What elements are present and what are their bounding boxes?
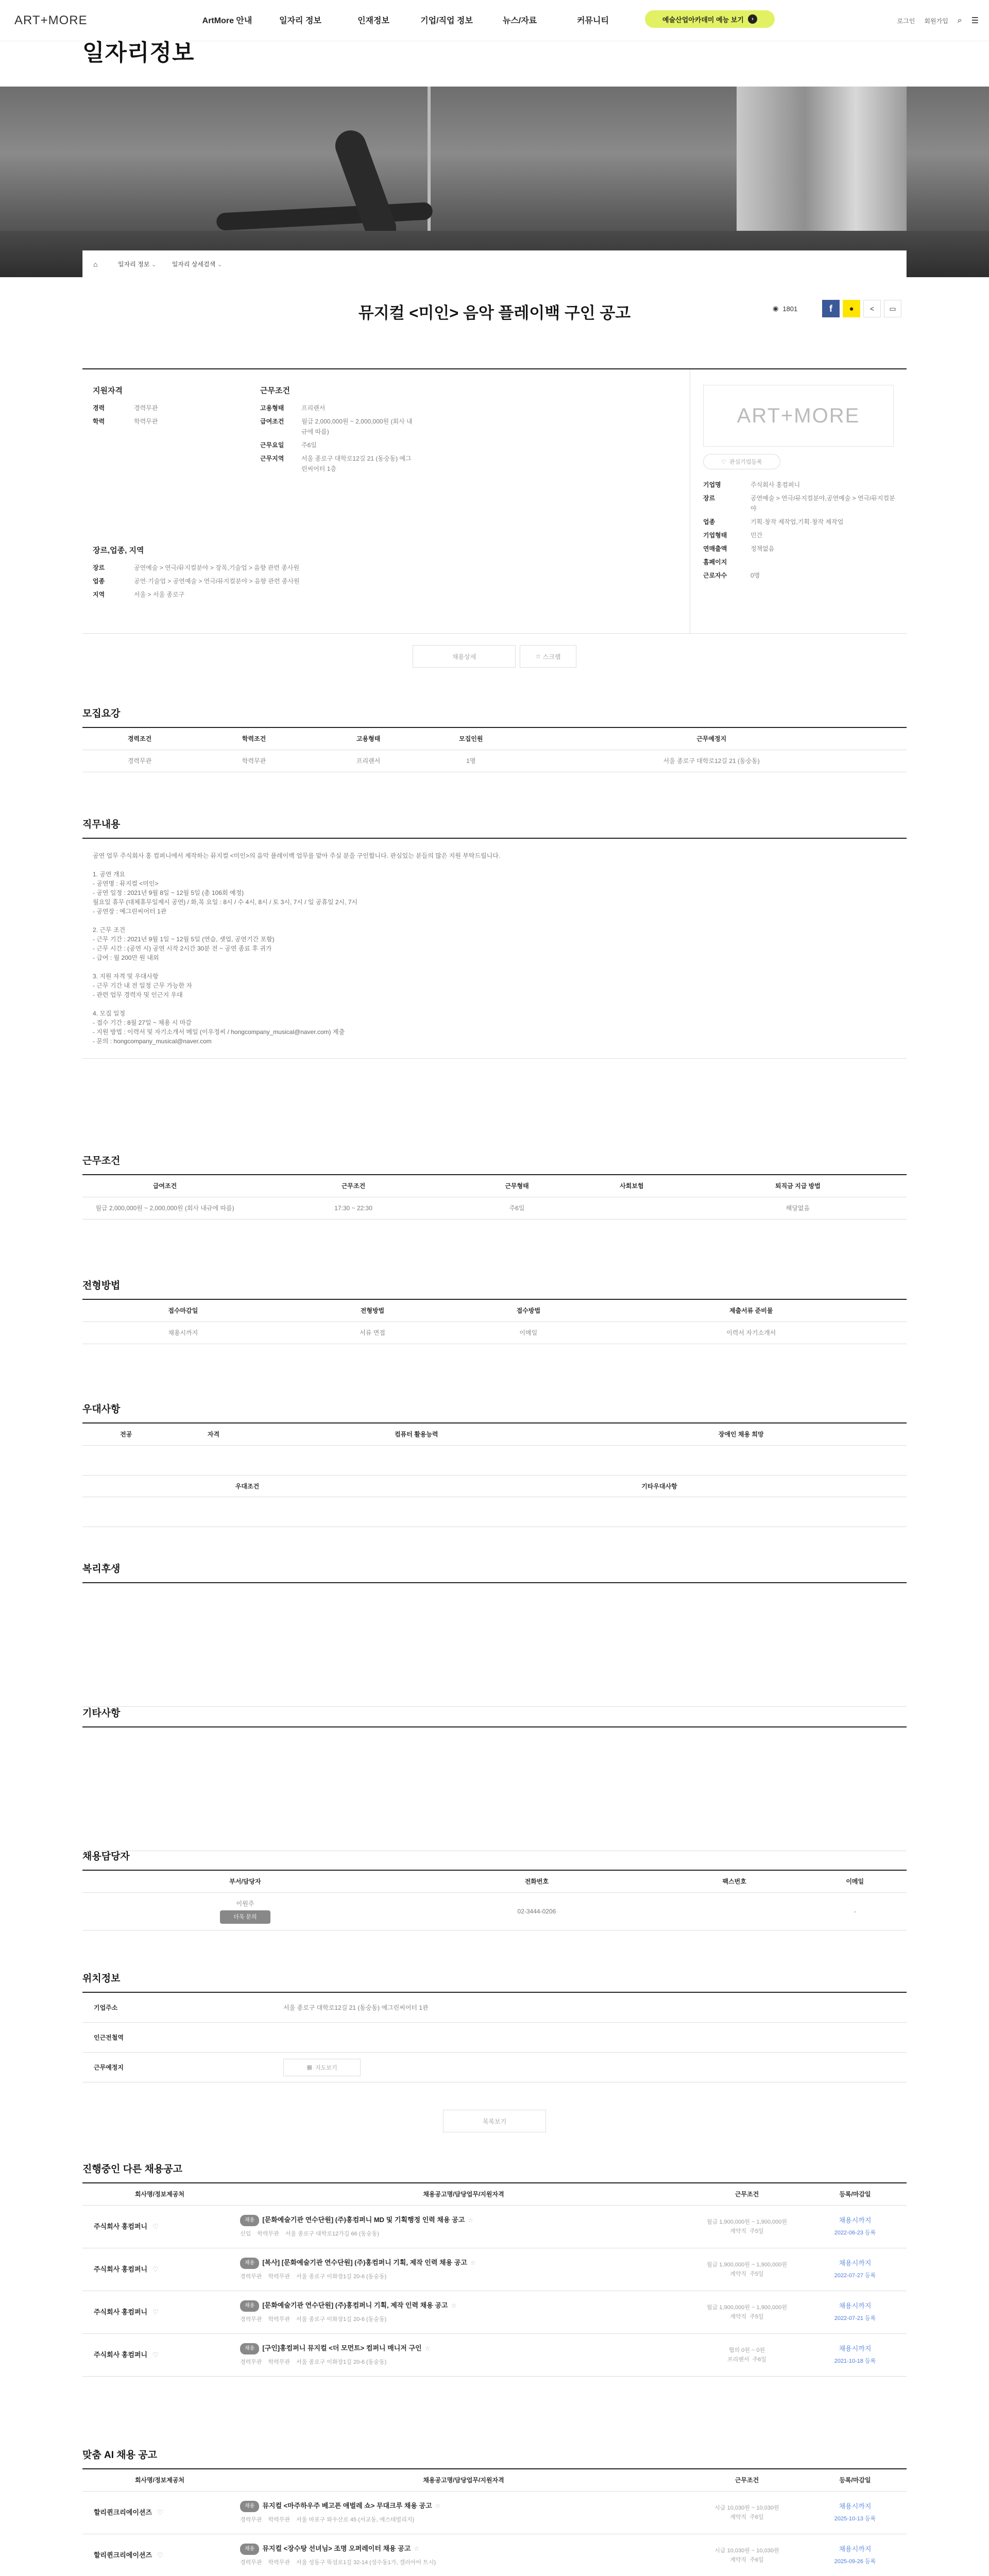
star-icon: ☆ bbox=[535, 653, 541, 660]
job-link[interactable]: [문화예술기관 연수단원] (주)홍컴퍼니 기획, 제작 인력 채용 공고 bbox=[262, 2301, 448, 2309]
map-view-button[interactable]: ▦ 지도보기 bbox=[283, 2059, 361, 2076]
table-row: 이원주 더욱 문의 02-3444-0206 - bbox=[82, 1892, 907, 1930]
share-tools bbox=[773, 300, 901, 317]
login-link[interactable]: 로그인 bbox=[897, 17, 915, 25]
job-tag: 채용 bbox=[240, 2300, 259, 2312]
star-icon[interactable]: ☆ bbox=[414, 2545, 420, 2552]
job-days: 주5일 bbox=[749, 2270, 764, 2277]
contact-more-button[interactable]: 더욱 문의 bbox=[220, 1910, 270, 1924]
duty-section: 직무내용 공연 업무 주식회사 홍 컴퍼니에서 제작하는 뮤지컬 <미인>의 음악 플레이백 업무를 맡아 주실 분을 구인합니다. 관심있는 분들의 많은 지원 부탁드립니다. 1. 공연 개요 - 공연명 : 뮤지컬 <미인> - 공연 일정 : 2021년 9월 8일 ~ 12월 5일 (총 106회 예정) 월요일 휴무 (대체휴무일제시 공연) / 화,목 요일 : 8시 / 수 4시, 8시 / 토 3시, 7시 / 일 공휴일 2시, 7시 - 공연장 : 예그린씨어터 1관 2. 근무 조건 - 근무 기간 : 2021년 9월 1일 ~ 12월 5일 (연습, 셋업, 공연기간 포함) - 근무 시간 : (공연 시) 공연 시작 2시간 30분 전 ~ 공연 종료 후 귀가 - 급여 : 월 200만 원 내외 3. 지원 자격 및 우대사항 - 근무 기간 내 전 일정 근무 가능한 자 - 관련 업무 경력자 및 인근지 우대 4. 모집 일정 - 접수 기간 : 8월 27일 ~ 채용 시 마감 - 지원 방법 : 이력서 및 자기소개서 메일 (이우정씨 / hongcompany_musical@naver.com) 제출 - 문의 : hongcompany_musical@naver.com bbox=[82, 817, 907, 1059]
utility-nav bbox=[897, 15, 979, 26]
recruit-table: 경력조건 학력조건 고용형태 모집인원 근무예정지 경력무관 학력무관 프리랜서 1명 서울 종로구 대학로12길 21 (동숭동) bbox=[82, 728, 907, 772]
job-list-row[interactable] bbox=[82, 2205, 907, 2248]
table-row: 채용시까지 서류 면접 이메일 이력서 자기소개서 bbox=[82, 1321, 907, 1344]
academy-label: 예술산업아카데미 예능 보기 bbox=[662, 15, 744, 24]
process-section: 전형방법 접수마감일 전형방법 접수방법 제출서류 준비물 채용시까지 서류 면접 이메일 이력서 자기소개서 bbox=[82, 1278, 907, 1344]
job-type: 계약직 bbox=[730, 2270, 747, 2277]
job-date: 2025-10-13 등록 bbox=[834, 2515, 876, 2522]
contact-name: 이원주 bbox=[236, 1900, 254, 1907]
job-list-row[interactable] bbox=[82, 2333, 907, 2376]
breadcrumb bbox=[82, 250, 907, 277]
share-icon[interactable]: < bbox=[863, 300, 881, 317]
job-type: 계약직 bbox=[730, 2556, 747, 2563]
eye-icon: ◉ bbox=[773, 304, 779, 312]
location-section: 위치정보 기업주소 서울 종로구 대학로12길 21 (동숭동) 예그린씨어터 1관 인근전철역 근무예정지 ▦ 지도보기 bbox=[82, 1971, 907, 2082]
duty-description: 공연 업무 주식회사 홍 컴퍼니에서 제작하는 뮤지컬 <미인>의 음악 플레이백 업무를 맡아 주실 분을 구인합니다. 관심있는 분들의 많은 지원 부탁드립니다. 1. 공연 개요 - 공연명 : 뮤지컬 <미인> - 공연 일정 : 2021년 9월 8일 ~ 12월 5일 (총 106회 예정) 월요일 휴무 (대체휴무일제시 공연) / 화,목 요일 : 8시 / 수 4시, 8시 / 토 3시, 7시 / 일 공휴일 2시, 7시 - 공연장 : 예그린씨어터 1관 2. 근무 조건 - 근무 기간 : 2021년 9월 1일 ~ 12월 5일 (연습, 셋업, 공연기간 포함) - 근무 시간 : (공연 시) 공연 시작 2시간 30분 전 ~ 공연 종료 후 귀가 - 급여 : 월 200만 원 내외 3. 지원 자격 및 우대사항 - 근무 기간 내 전 일정 근무 가능한 자 - 관련 업무 경력자 및 인근지 우대 4. 모집 일정 - 접수 기간 : 8월 27일 ~ 채용 시 마감 - 지원 방법 : 이력서 및 자기소개서 메일 (이우정씨 / hongcompany_musical@naver.com) 제출 - 문의 : hongcompany_musical@naver.com bbox=[82, 839, 907, 1059]
job-tag: 채용 bbox=[240, 2258, 259, 2269]
job-date: 2022-07-27 등록 bbox=[834, 2272, 876, 2279]
job-qualification: 경력무관 bbox=[240, 2316, 262, 2323]
job-tag: 채용 bbox=[240, 2343, 259, 2354]
job-type: 프리랜서 bbox=[727, 2356, 749, 2363]
academy-button[interactable] bbox=[645, 10, 775, 28]
job-date: 2022-07-21 등록 bbox=[834, 2315, 876, 2321]
qualification-section: 지원자격 경력 경력무관 학력 학력무관 bbox=[93, 386, 158, 425]
job-link[interactable]: [문화예술기관 연수단원] (주)홍컴퍼니 MD 및 기획행정 인력 채용 공고 bbox=[262, 2215, 465, 2224]
job-place: 서울 성동구 뚝섬로1길 32-14 (성수동1가, 갤러아어 트시) bbox=[296, 2559, 436, 2566]
list-button[interactable]: 목록보기 bbox=[443, 2110, 546, 2132]
heart-icon[interactable]: ♡ bbox=[157, 2508, 163, 2516]
company-name[interactable]: 할리퀸크리에이션즈 bbox=[94, 2508, 152, 2516]
job-days: 주6일 bbox=[749, 2556, 764, 2563]
menu-item-jobs[interactable]: 일자리 정보 bbox=[279, 16, 321, 25]
job-days: 주5일 bbox=[749, 2313, 764, 2320]
action-buttons bbox=[0, 645, 989, 668]
job-deadline: 채용시까지 bbox=[839, 2216, 872, 2224]
job-date: 2021-10-18 등록 bbox=[834, 2358, 876, 2364]
star-icon[interactable]: ☆ bbox=[451, 2301, 457, 2309]
search-icon[interactable]: ⌕ bbox=[957, 16, 962, 25]
heart-icon[interactable]: ♡ bbox=[152, 2222, 159, 2230]
job-qualification: 경력무관 bbox=[240, 2516, 262, 2523]
scrap-button[interactable]: ☆ 스크랩 bbox=[520, 645, 576, 668]
star-icon[interactable]: ☆ bbox=[468, 2216, 474, 2224]
job-date: 2022-06-23 등록 bbox=[834, 2229, 876, 2236]
job-list-row[interactable] bbox=[82, 2491, 907, 2534]
arrow-right-icon: › bbox=[748, 14, 757, 24]
job-place: 서울 마포구 와우산로 45 (서교동, 에스테빌리지) bbox=[296, 2516, 415, 2523]
job-tag: 채용 bbox=[240, 2544, 259, 2555]
job-tag: 채용 bbox=[240, 2501, 259, 2512]
ai-jobs-section: 맞춤 AI 채용 공고 회사명/정보제공처 채용공고명/담당업무/지원자격 근무조건 등록/마감일 할리퀸크리에이션즈 ♡ 채용 뮤지컬 <마주하우주 베고픈 애벌레 쇼> 무대크루 채용 공고 ☆ 경력무관 학력무관 서울 마포구 와우산로 45 (서교동, 에스테빌리지) 시급 10,030원 ~ 10,030원 계약직 주6일 채용시까지 2025-10-13 등록 할리퀸크리에이션즈 ♡ 채용 뮤지컬 <장수탕 선녀님> 조명 오퍼레이터 채용 공고 ☆ 경력무관 학력무관 서울 성동구 뚝섬로1길 32-14 (성수동1가, 갤러아어 트시) 시급 10,030원 ~ 10,030원 계약직 주6일 채용시까지 2025-09-26 등록 bbox=[82, 2447, 907, 2576]
job-deadline: 채용시까지 bbox=[839, 2301, 872, 2310]
job-qualification: 경력무관 bbox=[240, 2559, 262, 2566]
job-education: 학력무관 bbox=[268, 2359, 291, 2365]
table-row: 경력무관 학력무관 프리랜서 1명 서울 종로구 대학로12길 21 (동숭동) bbox=[82, 750, 907, 772]
signup-link[interactable]: 회원가입 bbox=[924, 17, 948, 25]
job-place: 서울 종로구 이화장1길 20-6 (동숭동) bbox=[296, 2273, 387, 2280]
menu-item-community[interactable]: 커뮤니티 bbox=[577, 16, 609, 25]
hamburger-menu-icon[interactable]: ☰ bbox=[971, 16, 979, 25]
job-pay: 월급 1,900,000원 ~ 1,900,000원 bbox=[707, 2304, 787, 2311]
job-pay: 월급 1,900,000원 ~ 1,900,000원 bbox=[707, 2218, 787, 2225]
heart-icon[interactable]: ♡ bbox=[152, 2308, 159, 2316]
job-education: 학력무관 bbox=[268, 2559, 291, 2566]
favorite-company-button[interactable]: ♡ 관심기업등록 bbox=[703, 454, 780, 469]
table-row: 월급 2,000,000원 ~ 2,000,000원 (회사 내규에 따름) 17:30 ~ 22:30 주6일 해당없음 bbox=[82, 1197, 907, 1219]
job-deadline: 채용시까지 bbox=[839, 2344, 872, 2352]
job-link[interactable]: [복사] [문화예술기관 연수단원] (주)홍컴퍼니 기획, 제작 인력 채용 공고 bbox=[262, 2258, 467, 2266]
job-education: 학력무관 bbox=[257, 2230, 279, 2237]
job-pay: 협의 0원 ~ 0원 bbox=[728, 2347, 765, 2353]
job-deadline: 채용시까지 bbox=[839, 2545, 872, 2553]
job-list-row[interactable] bbox=[82, 2534, 907, 2576]
welfare-section: 복리후생 bbox=[82, 1561, 907, 1707]
print-icon[interactable]: ▭ bbox=[884, 300, 901, 317]
apply-button[interactable]: 채용상세 bbox=[413, 645, 516, 668]
heart-icon[interactable]: ♡ bbox=[157, 2551, 163, 2559]
heart-icon[interactable]: ♡ bbox=[152, 2265, 159, 2273]
job-place: 서울 종로구 이화장1길 20-6 (동숭동) bbox=[296, 2359, 387, 2365]
heart-icon: ♡ bbox=[721, 459, 727, 465]
preference-section: 우대사항 전공 자격 컴퓨터 활용능력 장애인 채용 희망 우대조건 기타우대사항 bbox=[82, 1401, 907, 1527]
star-icon[interactable]: ☆ bbox=[435, 2502, 441, 2510]
job-title: 뮤지컬 <미인> 음악 플레이백 구인 공고 bbox=[358, 304, 631, 322]
job-education: 학력무관 bbox=[268, 2316, 291, 2323]
site-logo[interactable]: ART+MORE bbox=[14, 13, 88, 27]
star-icon[interactable]: ☆ bbox=[470, 2259, 476, 2266]
company-logo: ART+MORE bbox=[703, 385, 894, 447]
heart-icon[interactable]: ♡ bbox=[152, 2350, 159, 2359]
job-list-row[interactable] bbox=[82, 2291, 907, 2333]
company-name[interactable]: 주식회사 홍컴퍼니 bbox=[94, 2350, 148, 2359]
job-link[interactable]: 뮤지컬 <장수탕 선녀님> 조명 오퍼레이터 채용 공고 bbox=[262, 2544, 411, 2552]
contact-phone: 02-3444-0206 bbox=[408, 1892, 666, 1930]
etc-section: 기타사항 bbox=[82, 1705, 907, 1851]
job-place: 서울 종로구 대학로12가길 66 (동숭동) bbox=[285, 2230, 379, 2237]
menu-item-news[interactable]: 뉴스/자료 bbox=[502, 16, 537, 25]
job-link[interactable]: [구인]홍컴퍼니 뮤지컬 <더 모먼트> 컴퍼니 매니저 구인 bbox=[262, 2344, 422, 2352]
kakao-share-icon[interactable]: ● bbox=[843, 300, 860, 317]
job-deadline: 채용시까지 bbox=[839, 2259, 872, 2267]
star-icon[interactable]: ☆ bbox=[424, 2344, 431, 2352]
job-date: 2025-09-26 등록 bbox=[834, 2558, 876, 2565]
recruit-section: 모집요강 경력조건 학력조건 고용형태 모집인원 근무예정지 경력무관 학력무관 프리랜서 1명 서울 종로구 대학로12길 21 (동숭동) bbox=[82, 706, 907, 772]
hero-image bbox=[0, 87, 989, 277]
breadcrumb-item-jobs[interactable]: 일자리 정보 ⌄ bbox=[118, 261, 157, 268]
job-link[interactable]: 뮤지컬 <마주하우주 베고픈 애벌레 쇼> 무대크루 채용 공고 bbox=[262, 2501, 432, 2510]
facebook-share-icon[interactable]: f bbox=[822, 300, 840, 317]
menu-item-talent[interactable]: 인재정보 bbox=[357, 16, 389, 25]
company-name[interactable]: 주식회사 홍컴퍼니 bbox=[94, 2308, 148, 2316]
job-days: 주6일 bbox=[752, 2356, 766, 2363]
company-info: ART+MORE ♡ 관심기업등록 기업명 주식회사 홍컴퍼니 장르 공연예술 > 연극/뮤지컬분야,공연예술 > 연극/뮤지컬분야 업종 기획·창작 제작업,기획·창작 제작업 기업형태 민간 연매출액 정책없음 홈페이지 근로자수 0명 bbox=[703, 385, 899, 584]
work-condition-section: 근무조건 고용형태 프리랜서 급여조건 월급 2,000,000원 ~ 2,000,000원 (회사 내규에 따름) 근무요일 주6일 근무지역 서울 종로구 대학로12길 21 (동숭동) 예그린씨어터 1층 bbox=[260, 386, 413, 472]
job-pay: 월급 1,900,000원 ~ 1,900,000원 bbox=[707, 2261, 787, 2268]
job-summary bbox=[82, 368, 907, 634]
job-type: 계약직 bbox=[730, 2228, 747, 2234]
job-qualification: 경력무관 bbox=[240, 2359, 262, 2365]
map-icon: ▦ bbox=[306, 2064, 312, 2071]
job-qualification: 경력무관 bbox=[240, 2273, 262, 2280]
contact-section: 채용담당자 부서/담당자 전화번호 팩스번호 이메일 이원주 더욱 문의 02-3444-0206 - bbox=[82, 1849, 907, 1930]
company-name[interactable]: 주식회사 홍컴퍼니 bbox=[94, 2222, 148, 2230]
genre-section: 장르,업종, 지역 장르 공연예술 > 연극/뮤지컬분야 > 장목,기술업 > 음향 관련 종사원 업종 공연·기술업 > 공연예술 > 연극/뮤지컬분야 > 음향 관련 종사원 지역 서울 > 서울 종로구 bbox=[93, 546, 300, 598]
work-condition-detail: 근무조건 급여조건 근무조건 근무형태 사회보험 퇴직금 지급 방법 월급 2,000,000원 ~ 2,000,000원 (회사 내규에 따름) 17:30 ~ 22:30 주6일 해당없음 bbox=[82, 1153, 907, 1219]
job-pay: 시급 10,030원 ~ 10,030원 bbox=[714, 2504, 779, 2511]
main-menu bbox=[191, 14, 629, 26]
home-icon[interactable]: ⌂ bbox=[93, 260, 98, 268]
job-education: 학력무관 bbox=[268, 2516, 291, 2523]
job-education: 학력무관 bbox=[268, 2273, 291, 2280]
breadcrumb-item-detail[interactable]: 일자리 상세검색 ⌄ bbox=[172, 261, 223, 268]
job-pay: 시급 10,030원 ~ 10,030원 bbox=[714, 2547, 779, 2554]
menu-item-company[interactable]: 기업/직업 정보 bbox=[420, 16, 473, 25]
job-days: 주5일 bbox=[749, 2228, 764, 2234]
menu-item-about[interactable]: ArtMore 안내 bbox=[202, 16, 252, 25]
job-list-row[interactable] bbox=[82, 2248, 907, 2291]
job-tag: 채용 bbox=[240, 2215, 259, 2226]
company-name[interactable]: 할리퀸크리에이션즈 bbox=[94, 2551, 152, 2559]
job-days: 주6일 bbox=[749, 2514, 764, 2520]
job-place: 서울 종로구 이화장1길 20-6 (동숭동) bbox=[296, 2316, 387, 2323]
job-type: 계약직 bbox=[730, 2313, 747, 2320]
job-type: 계약직 bbox=[730, 2514, 747, 2520]
other-jobs-section: 진행중인 다른 채용공고 회사명/정보제공처 채용공고명/담당업무/지원자격 근무조건 등록/마감일 주식회사 홍컴퍼니 ♡ 채용 [문화예술기관 연수단원] (주)홍컴퍼니 MD 및 기획행정 인력 채용 공고 ☆ 신입 학력무관 서울 종로구 대학로12가길 66 (동숭동) 월급 1,900,000원 ~ 1,900,000원 계약직 주5일 채용시까지 2022-06-23 등록 주식회사 홍컴퍼니 ♡ 채용 [복사] [문화예술기관 연수단원] (주)홍컴퍼니 기획, 제작 인력 채용 공고 ☆ 경력무관 학력무관 서울 종로구 이화장1길 20-6 (동숭동) 월급 1,900,000원 ~ 1,900,000원 계약직 주5일 채용시까지 2022-07-27 등록 주식회사 홍컴퍼니 ♡ 채용 [문화예술기관 연수단원] (주)홍컴퍼니 기획, 제작 인력 채용 공고 ☆ 경력무관 학력무관 서울 종로구 이화장1길 20-6 (동숭동) 월급 1,900,000원 ~ 1,900,000원 계약직 주5일 채용시까지 2022-07-21 등록 주식회사 홍컴퍼니 ♡ 채용 [구인]홍컴퍼니 뮤지컬 <더 모먼트> 컴퍼니 매니저 구인 ☆ 경력무관 학력무관 서울 종로구 이화장1길 20-6 (동숭동) 협의 0원 ~ 0원 프리랜서 주6일 채용시까지 2021-10-18 등록 bbox=[82, 2161, 907, 2377]
job-deadline: 채용시까지 bbox=[839, 2502, 872, 2510]
page-title: 일자리정보 bbox=[82, 40, 195, 65]
view-count: ◉ 1801 bbox=[773, 304, 798, 313]
job-qualification: 신입 bbox=[240, 2230, 251, 2237]
company-name[interactable]: 주식회사 홍컴퍼니 bbox=[94, 2265, 148, 2273]
